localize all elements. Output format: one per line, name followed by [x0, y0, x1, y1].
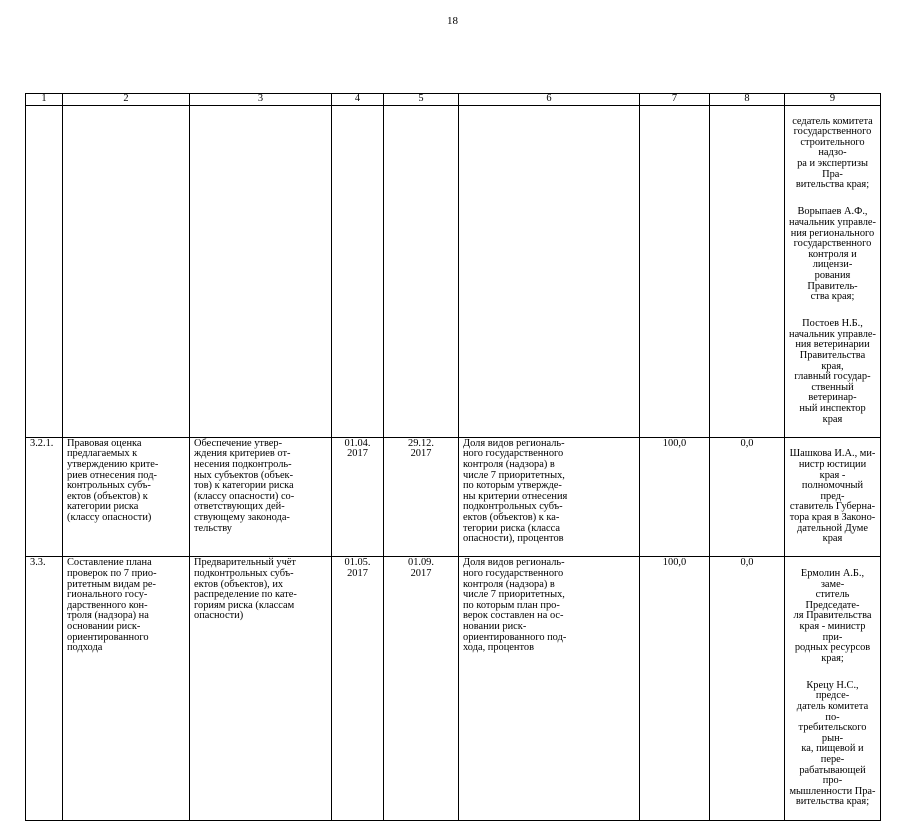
column-number-row	[26, 94, 881, 106]
item-number: 3.3.	[26, 557, 63, 820]
end-date: 29.12. 2017	[384, 437, 459, 557]
column-header: 1	[26, 94, 63, 106]
current-value: 0,0	[710, 437, 785, 557]
item-number: 3.2.1.	[26, 437, 63, 557]
table-row-continuation	[26, 106, 881, 438]
responsible-cell	[785, 437, 881, 557]
indicator-cell: Доля видов региональ- ного государственного контроля (надзора) в числе 7 приоритетных, по которым утвержде- ны критерии отнесения подконтрольных субъ- ектов (объектов) к ка- тегории риска (класса опасности), процентов	[459, 437, 640, 557]
column-header: 7	[640, 94, 710, 106]
responsible-person: Ермолин А.Б., заме- ститель Председате- ля Правительства края - министр при- родных ресурсов края;	[793, 567, 872, 664]
measure-cell: Правовая оценка предлагаемых к утверждению крите- риев отнесения под- контрольных субъ- ектов (объектов) к категории риска (классу опасности)	[63, 437, 190, 557]
indicator-cell: Доля видов региональ- ного государственного контроля (надзора) в числе 7 приоритетных, по которым план про- верок составлен на ос- новании риск- ориентированного под- хода, процентов	[459, 557, 640, 820]
responsible-cell	[785, 557, 881, 820]
responsible-cell	[785, 106, 881, 438]
column-header: 6	[459, 94, 640, 106]
measure-cell: Составление плана проверок по 7 прио- ритетным видам ре- гионального госу- дарственного кон- троля (надзора) на основании риск- ориентированного подхода	[63, 557, 190, 820]
column-header: 5	[384, 94, 459, 106]
target-value: 100,0	[640, 557, 710, 820]
target-value: 100,0	[640, 437, 710, 557]
responsible-person: Ворыпаев А.Ф., начальник управле- ния регионального государственного контроля и лицензи- рования Правитель- ства края;	[789, 206, 876, 303]
current-value: 0,0	[710, 557, 785, 820]
column-header: 2	[63, 94, 190, 106]
result-cell: Предварительный учёт подконтрольных субъ- ектов (объектов), их распределение по кате- гориям риска (классам опасности)	[190, 557, 332, 820]
start-date: 01.05. 2017	[332, 557, 384, 820]
column-header: 8	[710, 94, 785, 106]
column-header: 9	[785, 94, 881, 106]
responsible-person: Постоев Н.Б., начальник управле- ния ветеринарии Правительства края, главный государ- ственный ветеринар- ный инспектор края	[789, 318, 876, 425]
column-header: 3	[190, 94, 332, 106]
result-cell: Обеспечение утвер- ждения критериев от- несения подконтроль- ных субъектов (объек- тов) к категории риска (классу опасности) со- ответствующих дей- ствующему законода- тельству	[190, 437, 332, 557]
column-header: 4	[332, 94, 384, 106]
responsible-person: седатель комитета государственного строительного надзо- ра и экспертизы Пра- вительства края;	[792, 115, 873, 191]
table-row	[26, 437, 881, 557]
start-date: 01.04. 2017	[332, 437, 384, 557]
plan-table	[25, 93, 881, 821]
page-number: 18	[447, 15, 458, 27]
end-date: 01.09. 2017	[384, 557, 459, 820]
responsible-person: Шашкова И.А., ми- нистр юстиции края - полномочный пред- ставитель Губерна- тора края в Законо- дательной Думе края	[789, 448, 876, 545]
table-row	[26, 557, 881, 820]
responsible-person: Крецу Н.С., предсе- датель комитета по- требительского рын- ка, пищевой и пере- рабатывающей про- мышленности Пра- вительства края;	[789, 679, 876, 808]
